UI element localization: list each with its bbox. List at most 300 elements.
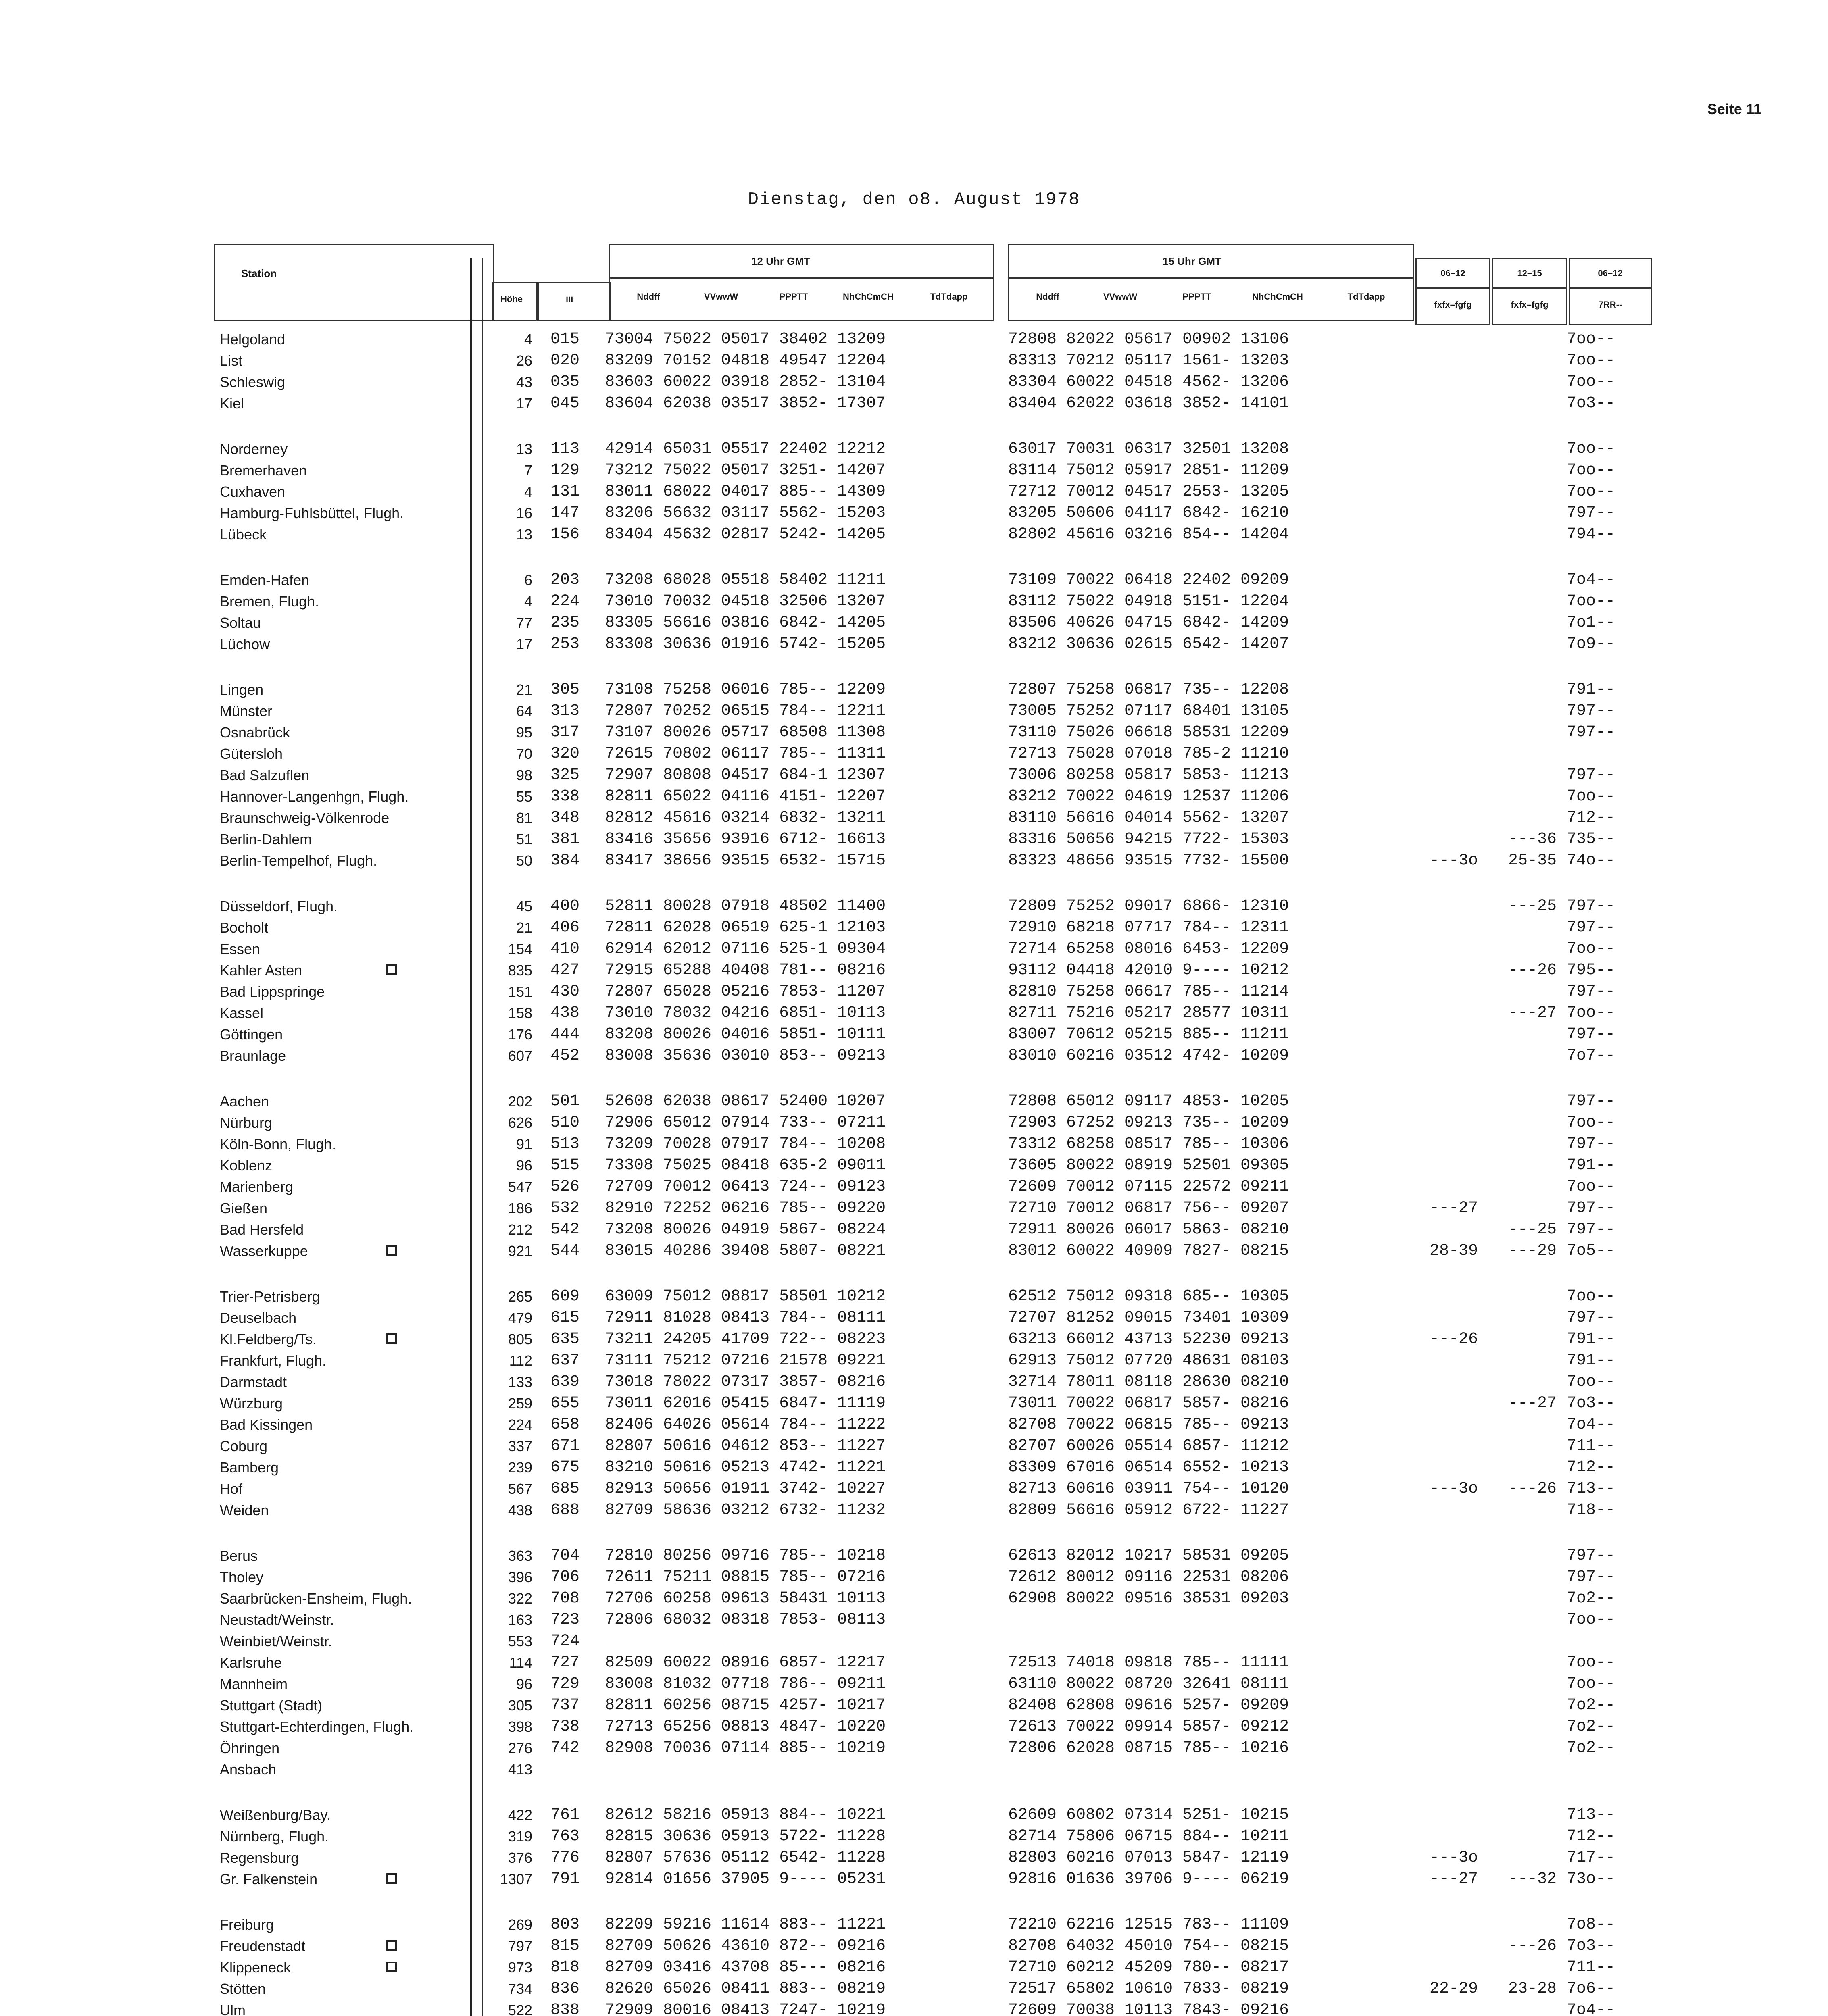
station-name: Berlin-Tempelhof, Flugh. — [220, 852, 377, 869]
gust-12-15: 25-35 — [1508, 852, 1557, 870]
obs-12-utc: 73308 75025 08418 635-2 09011 — [605, 1156, 886, 1175]
obs-15-utc: 73110 75026 06618 58531 12209 — [1008, 723, 1289, 741]
station-name: Gießen — [220, 1200, 268, 1216]
station-height: 81 — [516, 810, 532, 826]
station-height: 16 — [516, 505, 532, 521]
station-height: 158 — [508, 1005, 532, 1021]
e2-bot: fxfx–fgfg — [1511, 300, 1549, 310]
table-row — [0, 329, 1828, 350]
obs-15-utc: 82708 64032 45010 754-- 08215 — [1008, 1937, 1289, 1955]
station-group — [0, 1914, 1828, 2016]
obs-15-utc: 83212 70022 04619 12537 11206 — [1008, 787, 1289, 806]
table-row — [0, 917, 1828, 938]
gust-12-15: ---27 — [1508, 1394, 1557, 1412]
table-row — [0, 743, 1828, 764]
obs-12-utc: 72713 65256 08813 4847- 10220 — [605, 1718, 886, 1736]
station-height: 363 — [508, 1547, 532, 1564]
e3-top: 06–12 — [1598, 268, 1623, 278]
station-name: Braunlage — [220, 1048, 286, 1064]
station-name: Düsseldorf, Flugh. — [220, 898, 338, 914]
rain-06-12: 7oo-- — [1567, 940, 1615, 958]
table-row — [0, 829, 1828, 850]
table-row — [0, 1826, 1828, 1847]
station-name: Kahler Asten — [220, 962, 302, 979]
station-name: Gütersloh — [220, 746, 283, 762]
obs-12-utc: 62914 62012 07116 525-1 09304 — [605, 940, 886, 958]
rain-06-12: 797-- — [1567, 983, 1615, 1001]
obs-12-utc: 73209 70028 07917 784-- 10208 — [605, 1135, 886, 1153]
station-height: 77 — [516, 614, 532, 631]
station-number: 635 — [550, 1330, 580, 1348]
obs-12-utc: 82620 65026 08411 883-- 08219 — [605, 1980, 886, 1998]
rain-06-12: 7o4-- — [1567, 2001, 1615, 2016]
obs-15-utc: 72808 65012 09117 4853- 10205 — [1008, 1092, 1289, 1110]
station-number: 685 — [550, 1480, 580, 1498]
obs-12-utc: 92814 01656 37905 9---- 05231 — [605, 1870, 886, 1888]
h12-col-3: PPPTT — [779, 292, 808, 302]
station-name: Freudenstadt — [220, 1938, 306, 1954]
obs-12-utc: 83305 56616 03816 6842- 14205 — [605, 614, 886, 632]
table-row — [0, 438, 1828, 460]
table-row — [0, 371, 1828, 393]
station-group — [0, 679, 1828, 871]
gust-06-12: ---27 — [1429, 1199, 1478, 1217]
table-row — [0, 764, 1828, 786]
station-group — [0, 1286, 1828, 1521]
station-height: 50 — [516, 852, 532, 869]
obs-12-utc: 72615 70802 06117 785-- 11311 — [605, 745, 886, 763]
station-number: 501 — [550, 1092, 580, 1110]
obs-15-utc: 82714 75806 06715 884-- 10211 — [1008, 1827, 1289, 1845]
station-name: Emden-Hafen — [220, 572, 310, 588]
rain-06-12: 7oo-- — [1567, 461, 1615, 479]
obs-12-utc: 82913 50656 01911 3742- 10227 — [605, 1480, 886, 1498]
table-row — [0, 1176, 1828, 1198]
station-number: 224 — [550, 592, 580, 610]
obs-15-utc: 83316 50656 94215 7722- 15303 — [1008, 830, 1289, 848]
station-number: 381 — [550, 830, 580, 848]
obs-12-utc: 72915 65288 40408 781-- 08216 — [605, 961, 886, 979]
gust-12-15: ---26 — [1508, 961, 1557, 979]
station-height: 26 — [516, 352, 532, 369]
obs-15-utc: 83205 50606 04117 6842- 16210 — [1008, 504, 1289, 522]
obs-15-utc: 72609 70038 10113 7843- 09216 — [1008, 2001, 1289, 2016]
station-name: Bamberg — [220, 1459, 279, 1476]
obs-15-utc: 83007 70612 05215 885-- 11211 — [1008, 1025, 1289, 1043]
header-hoehe-box — [492, 282, 539, 321]
station-height: 835 — [508, 962, 532, 979]
table-row — [0, 1435, 1828, 1457]
obs-15-utc: 83012 60022 40909 7827- 08215 — [1008, 1242, 1289, 1260]
obs-15-utc: 72806 62028 08715 785-- 10216 — [1008, 1739, 1289, 1757]
station-name: Bad Lippspringe — [220, 983, 325, 1000]
rain-06-12: 7oo-- — [1567, 1675, 1615, 1693]
obs-15-utc: 72712 70012 04517 2553- 13205 — [1008, 483, 1289, 501]
station-number: 129 — [550, 461, 580, 479]
table-row — [0, 1868, 1828, 1890]
table-row — [0, 1371, 1828, 1393]
obs-15-utc: 83309 67016 06514 6552- 10213 — [1008, 1458, 1289, 1477]
table-row — [0, 679, 1828, 700]
rain-06-12: 73o-- — [1567, 1870, 1615, 1888]
station-number: 015 — [550, 330, 580, 348]
station-number: 513 — [550, 1135, 580, 1153]
station-name: Stuttgart (Stadt) — [220, 1697, 323, 1714]
table-row — [0, 1457, 1828, 1478]
station-name: Saarbrücken-Ensheim, Flugh. — [220, 1590, 412, 1607]
table-row — [0, 807, 1828, 829]
rain-06-12: 7o2-- — [1567, 1696, 1615, 1714]
obs-12-utc: 72806 68032 08318 7853- 08113 — [605, 1611, 886, 1629]
obs-12-utc: 83008 35636 03010 853-- 09213 — [605, 1047, 886, 1065]
station-number: 655 — [550, 1394, 580, 1412]
obs-15-utc: 62913 75012 07720 48631 08103 — [1008, 1352, 1289, 1370]
station-number: 510 — [550, 1114, 580, 1132]
station-number: 761 — [550, 1806, 580, 1824]
station-number: 427 — [550, 961, 580, 979]
obs-12-utc: 73004 75022 05017 38402 13209 — [605, 330, 886, 348]
header-group-12 — [609, 244, 994, 321]
rain-06-12: 713-- — [1567, 1806, 1615, 1824]
station-height: 337 — [508, 1438, 532, 1454]
rain-06-12: 74o-- — [1567, 852, 1615, 870]
obs-15-utc: 82711 75216 05217 28577 10311 — [1008, 1004, 1289, 1022]
obs-12-utc: 82709 03416 43708 85--- 08216 — [605, 1958, 886, 1976]
obs-12-utc: 73010 78032 04216 6851- 10113 — [605, 1004, 886, 1022]
station-height: 133 — [508, 1374, 532, 1390]
station-number: 724 — [550, 1632, 580, 1650]
station-height: 376 — [508, 1849, 532, 1866]
station-name: Trier-Petrisberg — [220, 1288, 320, 1305]
station-height: 151 — [508, 983, 532, 1000]
station-number: 815 — [550, 1937, 580, 1955]
station-height: 522 — [508, 2002, 532, 2016]
header-group-15 — [1008, 244, 1414, 321]
obs-12-utc: 73212 75022 05017 3251- 14207 — [605, 461, 886, 479]
station-height: 921 — [508, 1243, 532, 1259]
rain-06-12: 791-- — [1567, 1156, 1615, 1175]
station-number: 609 — [550, 1287, 580, 1306]
rain-06-12: 7o8-- — [1567, 1916, 1615, 1934]
gust-06-12: ---3o — [1429, 1480, 1478, 1498]
gust-06-12: ---27 — [1429, 1870, 1478, 1888]
station-number: 045 — [550, 394, 580, 412]
obs-12-utc: 82815 30636 05913 5722- 11228 — [605, 1827, 886, 1845]
table-row — [0, 1759, 1828, 1780]
rain-06-12: 7o5-- — [1567, 1242, 1615, 1260]
obs-15-utc: 72903 67252 09213 735-- 10209 — [1008, 1114, 1289, 1132]
station-name: Frankfurt, Flugh. — [220, 1352, 327, 1369]
table-row — [0, 1545, 1828, 1566]
station-height: 626 — [508, 1114, 532, 1131]
table-row — [0, 786, 1828, 807]
obs-12-utc: 72807 70252 06515 784-- 12211 — [605, 702, 886, 720]
station-name: Köln-Bonn, Flugh. — [220, 1136, 336, 1152]
table-row — [0, 938, 1828, 960]
obs-15-utc: 72609 70012 07115 22572 09211 — [1008, 1178, 1289, 1196]
station-table-body — [0, 329, 1828, 2016]
station-number: 384 — [550, 852, 580, 870]
rain-06-12: 797-- — [1567, 1025, 1615, 1043]
obs-15-utc: 72707 81252 09015 73401 10309 — [1008, 1309, 1289, 1327]
header-15-title: 15 Uhr GMT — [1163, 255, 1221, 267]
obs-15-utc: 72713 75028 07018 785-2 11210 — [1008, 745, 1289, 763]
obs-12-utc: 82209 59216 11614 883-- 11221 — [605, 1916, 886, 1934]
obs-12-utc: 52608 62038 08617 52400 10207 — [605, 1092, 886, 1110]
gust-12-15: ---25 — [1508, 1220, 1557, 1239]
obs-15-utc: 62613 82012 10217 58531 09205 — [1008, 1547, 1289, 1565]
station-number: 706 — [550, 1568, 580, 1586]
table-row — [0, 1478, 1828, 1500]
obs-12-utc: 83206 56632 03117 5562- 15203 — [605, 504, 886, 522]
rain-06-12: 797-- — [1567, 766, 1615, 784]
obs-12-utc: 73011 62016 05415 6847- 11119 — [605, 1394, 886, 1412]
obs-15-utc: 62908 80022 09516 38531 09203 — [1008, 1589, 1289, 1608]
station-height: 21 — [516, 681, 532, 698]
station-name: Marienberg — [220, 1179, 294, 1195]
rain-06-12: 718-- — [1567, 1501, 1615, 1519]
table-row — [0, 1957, 1828, 1978]
obs-15-utc: 83313 70212 05117 1561- 13203 — [1008, 352, 1289, 370]
obs-15-utc: 72613 70022 09914 5857- 09212 — [1008, 1718, 1289, 1736]
station-name: Darmstadt — [220, 1374, 287, 1390]
table-row — [0, 1652, 1828, 1673]
station-name: Klippeneck — [220, 1959, 291, 1976]
station-name: Lüchow — [220, 636, 270, 652]
obs-12-utc: 82807 57636 05112 6542- 11228 — [605, 1849, 886, 1867]
rain-06-12: 797-- — [1567, 1547, 1615, 1565]
station-number: 156 — [550, 525, 580, 544]
obs-15-utc: 82803 60216 07013 5847- 12119 — [1008, 1849, 1289, 1867]
station-number: 639 — [550, 1373, 580, 1391]
station-group — [0, 1545, 1828, 1780]
station-name: Göttingen — [220, 1026, 283, 1043]
table-row — [0, 524, 1828, 545]
gust-12-15: ---27 — [1508, 1004, 1557, 1022]
station-number: 727 — [550, 1654, 580, 1672]
gust-12-15: ---26 — [1508, 1480, 1557, 1498]
table-row — [0, 633, 1828, 655]
obs-12-utc: 42914 65031 05517 22402 12212 — [605, 440, 886, 458]
station-name: Münster — [220, 703, 273, 719]
obs-12-utc: 82509 60022 08916 6857- 12217 — [605, 1654, 886, 1672]
rain-06-12: 7o6-- — [1567, 1980, 1615, 1998]
obs-15-utc: 73605 80022 08919 52501 09305 — [1008, 1156, 1289, 1175]
table-row — [0, 1414, 1828, 1435]
station-height: 805 — [508, 1331, 532, 1347]
station-number: 704 — [550, 1547, 580, 1565]
station-number: 317 — [550, 723, 580, 741]
obs-15-utc: 63110 80022 08720 32641 08111 — [1008, 1675, 1289, 1693]
rain-06-12: 7oo-- — [1567, 330, 1615, 348]
obs-15-utc: 92816 01636 39706 9---- 06219 — [1008, 1870, 1289, 1888]
obs-15-utc: 72210 62216 12515 783-- 11109 — [1008, 1916, 1289, 1934]
header-extra-3 — [1569, 258, 1652, 325]
station-name: Norderney — [220, 441, 288, 457]
station-number: 400 — [550, 897, 580, 915]
rain-06-12: 7oo-- — [1567, 787, 1615, 806]
station-height: 4 — [524, 593, 532, 610]
e1-bot: fxfx–fgfg — [1434, 300, 1472, 310]
obs-12-utc: 82811 60256 08715 4257- 10217 — [605, 1696, 886, 1714]
station-height: 202 — [508, 1093, 532, 1110]
station-name: Nürburg — [220, 1114, 273, 1131]
gust-06-12: 22-29 — [1429, 1980, 1478, 1998]
station-height: 64 — [516, 703, 532, 719]
obs-12-utc: 83008 81032 07718 786-- 09211 — [605, 1675, 886, 1693]
station-height: 91 — [516, 1136, 532, 1152]
obs-12-utc: 63009 75012 08817 58501 10212 — [605, 1287, 886, 1306]
station-group — [0, 1804, 1828, 1890]
rain-06-12: 7oo-- — [1567, 1114, 1615, 1132]
station-name: Cuxhaven — [220, 483, 286, 500]
station-name: Neustadt/Weinstr. — [220, 1612, 334, 1628]
station-number: 113 — [550, 440, 580, 458]
rain-06-12: 7oo-- — [1567, 1654, 1615, 1672]
rain-06-12: 7o4-- — [1567, 571, 1615, 589]
square-marker-icon — [386, 1245, 397, 1256]
station-name: Gr. Falkenstein — [220, 1871, 318, 1887]
table-row — [0, 722, 1828, 743]
rain-06-12: 7oo-- — [1567, 1178, 1615, 1196]
obs-12-utc: 73010 70032 04518 32506 13207 — [605, 592, 886, 610]
station-name: List — [220, 352, 243, 369]
rain-06-12: 797-- — [1567, 1568, 1615, 1586]
station-name: Braunschweig-Völkenrode — [220, 810, 390, 826]
gust-06-12: ---3o — [1429, 1849, 1478, 1867]
table-row — [0, 1716, 1828, 1737]
station-number: 452 — [550, 1047, 580, 1065]
rain-06-12: 7oo-- — [1567, 373, 1615, 391]
station-number: 615 — [550, 1309, 580, 1327]
station-height: 96 — [516, 1676, 532, 1692]
obs-12-utc: 72706 60258 09613 58431 10113 — [605, 1589, 886, 1608]
square-marker-icon — [386, 1873, 397, 1884]
obs-15-utc: 83114 75012 05917 2851- 11209 — [1008, 461, 1289, 479]
gust-12-15: ---26 — [1508, 1937, 1557, 1955]
obs-15-utc: 62609 60802 07314 5251- 10215 — [1008, 1806, 1289, 1824]
station-height: 734 — [508, 1981, 532, 1997]
station-name: Kassel — [220, 1005, 264, 1021]
obs-15-utc: 83010 60216 03512 4742- 10209 — [1008, 1047, 1289, 1065]
table-row — [0, 1804, 1828, 1826]
station-height: 973 — [508, 1959, 532, 1976]
table-row — [0, 1695, 1828, 1716]
rain-06-12: 797-- — [1567, 1135, 1615, 1153]
station-name: Würzburg — [220, 1395, 283, 1412]
obs-15-utc: 73011 70022 06817 5857- 08216 — [1008, 1394, 1289, 1412]
obs-15-utc: 72513 74018 09818 785-- 11111 — [1008, 1654, 1289, 1672]
station-height: 114 — [509, 1654, 532, 1671]
obs-15-utc: 72911 80026 06017 5863- 08210 — [1008, 1220, 1289, 1239]
station-number: 131 — [550, 483, 580, 501]
obs-15-utc: 63213 66012 43713 52230 09213 — [1008, 1330, 1289, 1348]
station-number: 737 — [550, 1696, 580, 1714]
station-number: 406 — [550, 918, 580, 937]
station-height: 17 — [516, 395, 532, 412]
rain-06-12: 713-- — [1567, 1480, 1615, 1498]
station-number: 763 — [550, 1827, 580, 1845]
header-station: Station — [241, 267, 277, 279]
obs-12-utc: 83308 30636 01916 5742- 15205 — [605, 635, 886, 653]
obs-15-utc: 63017 70031 06317 32501 13208 — [1008, 440, 1289, 458]
rain-06-12: 7oo-- — [1567, 1611, 1615, 1629]
station-name: Bad Kissingen — [220, 1416, 313, 1433]
station-number: 338 — [550, 787, 580, 806]
station-height: 4 — [524, 483, 532, 500]
gust-06-12: 28-39 — [1429, 1242, 1478, 1260]
table-row — [0, 1500, 1828, 1521]
station-height: 212 — [508, 1221, 532, 1238]
station-height: 17 — [516, 636, 532, 652]
table-row — [0, 612, 1828, 633]
station-height: 98 — [516, 767, 532, 783]
station-number: 438 — [550, 1004, 580, 1022]
station-number: 410 — [550, 940, 580, 958]
rain-06-12: 7o3-- — [1567, 1937, 1615, 1955]
station-name: Weinbiet/Weinstr. — [220, 1633, 332, 1649]
square-marker-icon — [386, 1962, 397, 1972]
station-number: 836 — [550, 1980, 580, 1998]
station-number: 688 — [550, 1501, 580, 1519]
obs-15-utc: 73312 68258 08517 785-- 10306 — [1008, 1135, 1289, 1153]
header-hoehe: Höhe — [500, 294, 523, 304]
date-line: Dienstag, den o8. August 1978 — [748, 190, 1080, 210]
station-height: 239 — [508, 1459, 532, 1476]
rain-06-12: 7oo-- — [1567, 1004, 1615, 1022]
obs-15-utc: 72710 60212 45209 780-- 08217 — [1008, 1958, 1289, 1976]
table-row — [0, 1112, 1828, 1133]
rain-06-12: 797-- — [1567, 1092, 1615, 1110]
gust-12-15: ---25 — [1508, 897, 1557, 915]
h12-col-2: VVwwW — [704, 292, 738, 302]
station-name: Berlin-Dahlem — [220, 831, 312, 848]
rain-06-12: 794-- — [1567, 525, 1615, 544]
table-row — [0, 1631, 1828, 1652]
rain-06-12: 7oo-- — [1567, 1287, 1615, 1306]
header-iii-box — [536, 282, 611, 321]
station-height: 13 — [516, 526, 532, 543]
obs-12-utc: 72906 65012 07914 733-- 07211 — [605, 1114, 886, 1132]
obs-12-utc: 72611 75211 08815 785-- 07216 — [605, 1568, 886, 1586]
table-row — [0, 981, 1828, 1002]
obs-12-utc: 83011 68022 04017 885-- 14309 — [605, 483, 886, 501]
station-number: 776 — [550, 1849, 580, 1867]
e1-top: 06–12 — [1440, 268, 1465, 278]
table-row — [0, 350, 1828, 371]
station-height: 547 — [508, 1179, 532, 1195]
rain-06-12: 795-- — [1567, 961, 1615, 979]
station-height: 21 — [516, 919, 532, 936]
table-row — [0, 700, 1828, 722]
station-number: 742 — [550, 1739, 580, 1757]
obs-12-utc: 73108 75258 06016 785-- 12209 — [605, 681, 886, 699]
obs-15-utc: 32714 78011 08118 28630 08210 — [1008, 1373, 1289, 1391]
obs-15-utc: 72517 65802 10610 7833- 08219 — [1008, 1980, 1289, 1998]
h12-col-5: TdTdapp — [930, 292, 968, 302]
rain-06-12: 797-- — [1567, 1309, 1615, 1327]
table-row — [0, 1155, 1828, 1176]
station-height: 259 — [508, 1395, 532, 1412]
station-number: 035 — [550, 373, 580, 391]
obs-15-utc: 82408 62808 09616 5257- 09209 — [1008, 1696, 1289, 1714]
station-number: 147 — [550, 504, 580, 522]
table-row — [0, 850, 1828, 871]
obs-15-utc: 82708 70022 06815 785-- 09213 — [1008, 1416, 1289, 1434]
table-row — [0, 896, 1828, 917]
obs-12-utc: 83015 40286 39408 5807- 08221 — [605, 1242, 886, 1260]
obs-15-utc: 82802 45616 03216 854-- 14204 — [1008, 525, 1289, 544]
